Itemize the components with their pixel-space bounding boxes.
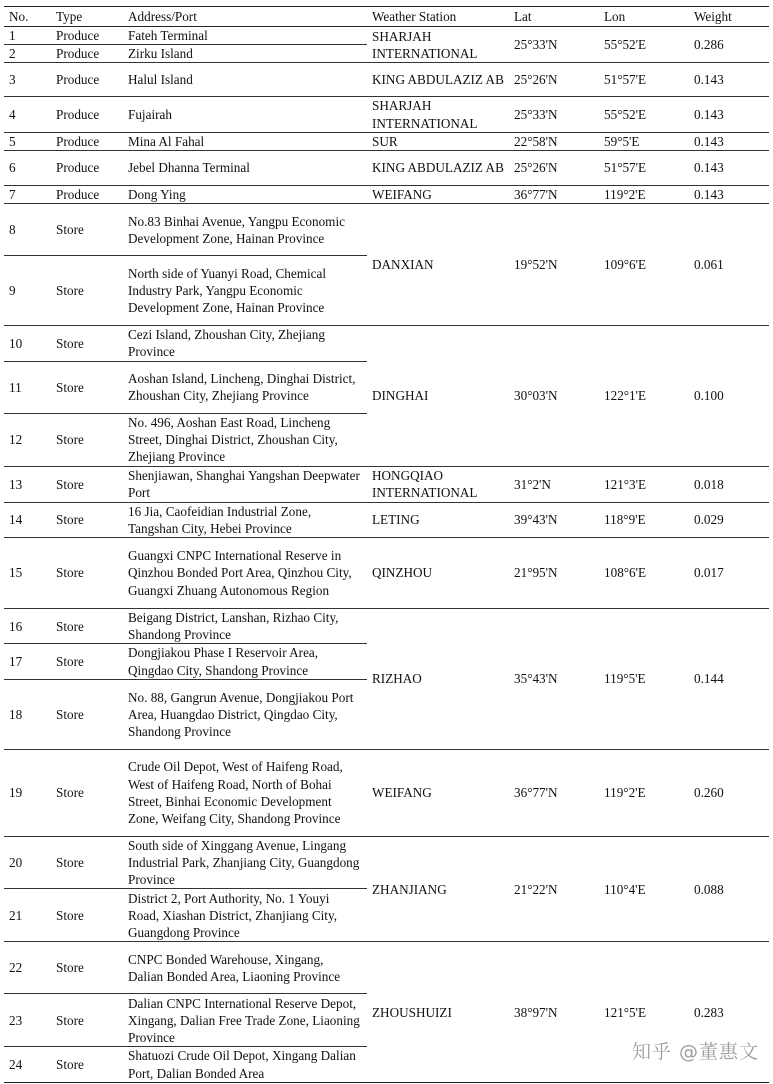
weight-value: 0.018 (689, 466, 769, 502)
weather-station: SUR (367, 132, 509, 150)
table-row (4, 97, 769, 132)
row-number: 19 (4, 749, 51, 836)
longitude: 119°2'E (599, 186, 689, 204)
row-type: Produce (51, 151, 123, 186)
row-type: Store (51, 889, 123, 942)
latitude: 25°33'N (509, 27, 599, 63)
table-row (4, 204, 769, 256)
table-row (4, 836, 769, 889)
weight-value: 0.143 (689, 151, 769, 186)
row-type: Store (51, 466, 123, 502)
longitude: 122°1'E (599, 326, 689, 466)
row-address: No.83 Binhai Avenue, Yangpu Economic Development Zone, Hainan Province (123, 204, 367, 256)
table-row (4, 538, 769, 609)
row-number: 15 (4, 538, 51, 609)
row-address: Mina Al Fahal (123, 132, 367, 150)
table-row (4, 466, 769, 502)
row-address: Halul Island (123, 63, 367, 97)
latitude: 30°03'N (509, 326, 599, 466)
latitude: 36°77'N (509, 749, 599, 836)
row-number: 9 (4, 256, 51, 326)
header-address: Address/Port (123, 7, 367, 27)
latitude: 31°2'N (509, 466, 599, 502)
longitude: 109°6'E (599, 204, 689, 326)
weight-value: 0.143 (689, 63, 769, 97)
data-table (4, 6, 769, 1083)
row-type: Produce (51, 63, 123, 97)
row-address: North side of Yuanyi Road, Chemical Industry Park, Yangpu Economic Development Zone, Hainan Province (123, 256, 367, 326)
latitude: 25°33'N (509, 97, 599, 132)
row-type: Store (51, 679, 123, 749)
table-row (4, 151, 769, 186)
header-row (4, 7, 769, 27)
row-type: Store (51, 644, 123, 679)
row-number: 4 (4, 97, 51, 132)
row-address: Fateh Terminal (123, 27, 367, 45)
table-row (4, 326, 769, 361)
table-row (4, 942, 769, 994)
row-address: Crude Oil Depot, West of Haifeng Road, West of Haifeng Road, North of Bohai Street, Binhai Economic Development Zone, Weifang City, Shandong Province (123, 749, 367, 836)
row-number: 22 (4, 942, 51, 994)
weight-value: 0.088 (689, 836, 769, 942)
longitude: 108°6'E (599, 538, 689, 609)
weight-value: 0.029 (689, 502, 769, 537)
weather-station: ZHOUSHUIZI (367, 942, 509, 1082)
weather-station: DANXIAN (367, 204, 509, 326)
row-address: Dalian CNPC International Reserve Depot, Xingang, Dalian Free Trade Zone, Liaoning Province (123, 994, 367, 1047)
row-number: 18 (4, 679, 51, 749)
row-number: 13 (4, 466, 51, 502)
weight-value: 0.286 (689, 27, 769, 63)
latitude: 39°43'N (509, 502, 599, 537)
row-number: 2 (4, 45, 51, 63)
row-address: South side of Xinggang Avenue, Lingang Industrial Park, Zhanjiang City, Guangdong Province (123, 836, 367, 889)
row-address: 16 Jia, Caofeidian Industrial Zone, Tangshan City, Hebei Province (123, 502, 367, 537)
row-number: 23 (4, 994, 51, 1047)
row-type: Produce (51, 27, 123, 45)
row-address: Guangxi CNPC International Reserve in Qinzhou Bonded Port Area, Qinzhou City, Guangxi Zhuang Autonomous Region (123, 538, 367, 609)
longitude: 119°2'E (599, 749, 689, 836)
weather-station: HONGQIAO INTERNATIONAL (367, 466, 509, 502)
header-weight: Weight (689, 7, 769, 27)
longitude: 121°5'E (599, 942, 689, 1082)
row-address: Dongjiakou Phase I Reservoir Area, Qingdao City, Shandong Province (123, 644, 367, 679)
weather-station: KING ABDULAZIZ AB (367, 63, 509, 97)
row-number: 20 (4, 836, 51, 889)
weather-station: SHARJAH INTERNATIONAL (367, 97, 509, 132)
row-number: 6 (4, 151, 51, 186)
weight-value: 0.260 (689, 749, 769, 836)
weight-value: 0.143 (689, 186, 769, 204)
row-number: 12 (4, 413, 51, 466)
longitude: 121°3'E (599, 466, 689, 502)
longitude: 118°9'E (599, 502, 689, 537)
row-type: Store (51, 836, 123, 889)
weight-value: 0.061 (689, 204, 769, 326)
row-number: 8 (4, 204, 51, 256)
row-type: Store (51, 1047, 123, 1082)
header-no: No. (4, 7, 51, 27)
table-row (4, 27, 769, 45)
row-number: 24 (4, 1047, 51, 1082)
longitude: 55°52'E (599, 97, 689, 132)
latitude: 35°43'N (509, 609, 599, 750)
longitude: 51°57'E (599, 151, 689, 186)
row-address: No. 496, Aoshan East Road, Lincheng Street, Dinghai District, Zhoushan City, Zhejiang Province (123, 413, 367, 466)
watermark: 知乎 @董惠文 (631, 1041, 759, 1063)
row-number: 17 (4, 644, 51, 679)
weight-value: 0.283 (689, 942, 769, 1082)
latitude: 36°77'N (509, 186, 599, 204)
table-row (4, 502, 769, 537)
row-type: Store (51, 609, 123, 644)
row-address: CNPC Bonded Warehouse, Xingang, Dalian Bonded Area, Liaoning Province (123, 942, 367, 994)
latitude: 22°58'N (509, 132, 599, 150)
table-row (4, 609, 769, 644)
table-row (4, 186, 769, 204)
latitude: 19°52'N (509, 204, 599, 326)
weather-station: LETING (367, 502, 509, 537)
longitude: 110°4'E (599, 836, 689, 942)
latitude: 38°97'N (509, 942, 599, 1082)
weight-value: 0.144 (689, 609, 769, 750)
latitude: 25°26'N (509, 151, 599, 186)
weight-value: 0.100 (689, 326, 769, 466)
table-page (4, 6, 769, 1083)
table-body (4, 27, 769, 1083)
row-type: Store (51, 256, 123, 326)
table-row (4, 749, 769, 836)
weather-station: KING ABDULAZIZ AB (367, 151, 509, 186)
latitude: 21°22'N (509, 836, 599, 942)
row-type: Produce (51, 132, 123, 150)
table-row (4, 63, 769, 97)
row-number: 1 (4, 27, 51, 45)
row-type: Produce (51, 186, 123, 204)
row-type: Store (51, 994, 123, 1047)
row-type: Store (51, 538, 123, 609)
weather-station: WEIFANG (367, 749, 509, 836)
longitude: 119°5'E (599, 609, 689, 750)
header-station: Weather Station (367, 7, 509, 27)
weather-station: ZHANJIANG (367, 836, 509, 942)
header-lat: Lat (509, 7, 599, 27)
row-type: Store (51, 749, 123, 836)
table-row (4, 132, 769, 150)
weight-value: 0.143 (689, 132, 769, 150)
header-type: Type (51, 7, 123, 27)
row-address: District 2, Port Authority, No. 1 Youyi Road, Xiashan District, Zhanjiang City, Guangdong Province (123, 889, 367, 942)
row-type: Store (51, 361, 123, 413)
row-type: Produce (51, 97, 123, 132)
row-address: Cezi Island, Zhoushan City, Zhejiang Province (123, 326, 367, 361)
latitude: 25°26'N (509, 63, 599, 97)
weight-value: 0.017 (689, 538, 769, 609)
row-type: Store (51, 502, 123, 537)
row-address: Zirku Island (123, 45, 367, 63)
header-lon: Lon (599, 7, 689, 27)
row-number: 5 (4, 132, 51, 150)
weight-value: 0.143 (689, 97, 769, 132)
row-type: Store (51, 326, 123, 361)
row-type: Produce (51, 45, 123, 63)
row-number: 3 (4, 63, 51, 97)
row-address: Shatuozi Crude Oil Depot, Xingang Dalian Port, Dalian Bonded Area (123, 1047, 367, 1082)
weather-station: RIZHAO (367, 609, 509, 750)
row-number: 10 (4, 326, 51, 361)
weather-station: QINZHOU (367, 538, 509, 609)
row-address: No. 88, Gangrun Avenue, Dongjiakou Port Area, Huangdao District, Qingdao City, Shandong Province (123, 679, 367, 749)
longitude: 55°52'E (599, 27, 689, 63)
row-type: Store (51, 942, 123, 994)
latitude: 21°95'N (509, 538, 599, 609)
row-type: Store (51, 413, 123, 466)
row-address: Beigang District, Lanshan, Rizhao City, Shandong Province (123, 609, 367, 644)
row-address: Jebel Dhanna Terminal (123, 151, 367, 186)
row-number: 11 (4, 361, 51, 413)
weather-station: WEIFANG (367, 186, 509, 204)
row-type: Store (51, 204, 123, 256)
row-address: Aoshan Island, Lincheng, Dinghai District, Zhoushan City, Zhejiang Province (123, 361, 367, 413)
row-number: 21 (4, 889, 51, 942)
row-address: Shenjiawan, Shanghai Yangshan Deepwater Port (123, 466, 367, 502)
row-address: Fujairah (123, 97, 367, 132)
longitude: 51°57'E (599, 63, 689, 97)
weather-station: SHARJAH INTERNATIONAL (367, 27, 509, 63)
weather-station: DINGHAI (367, 326, 509, 466)
row-address: Dong Ying (123, 186, 367, 204)
longitude: 59°5'E (599, 132, 689, 150)
row-number: 14 (4, 502, 51, 537)
row-number: 16 (4, 609, 51, 644)
row-number: 7 (4, 186, 51, 204)
